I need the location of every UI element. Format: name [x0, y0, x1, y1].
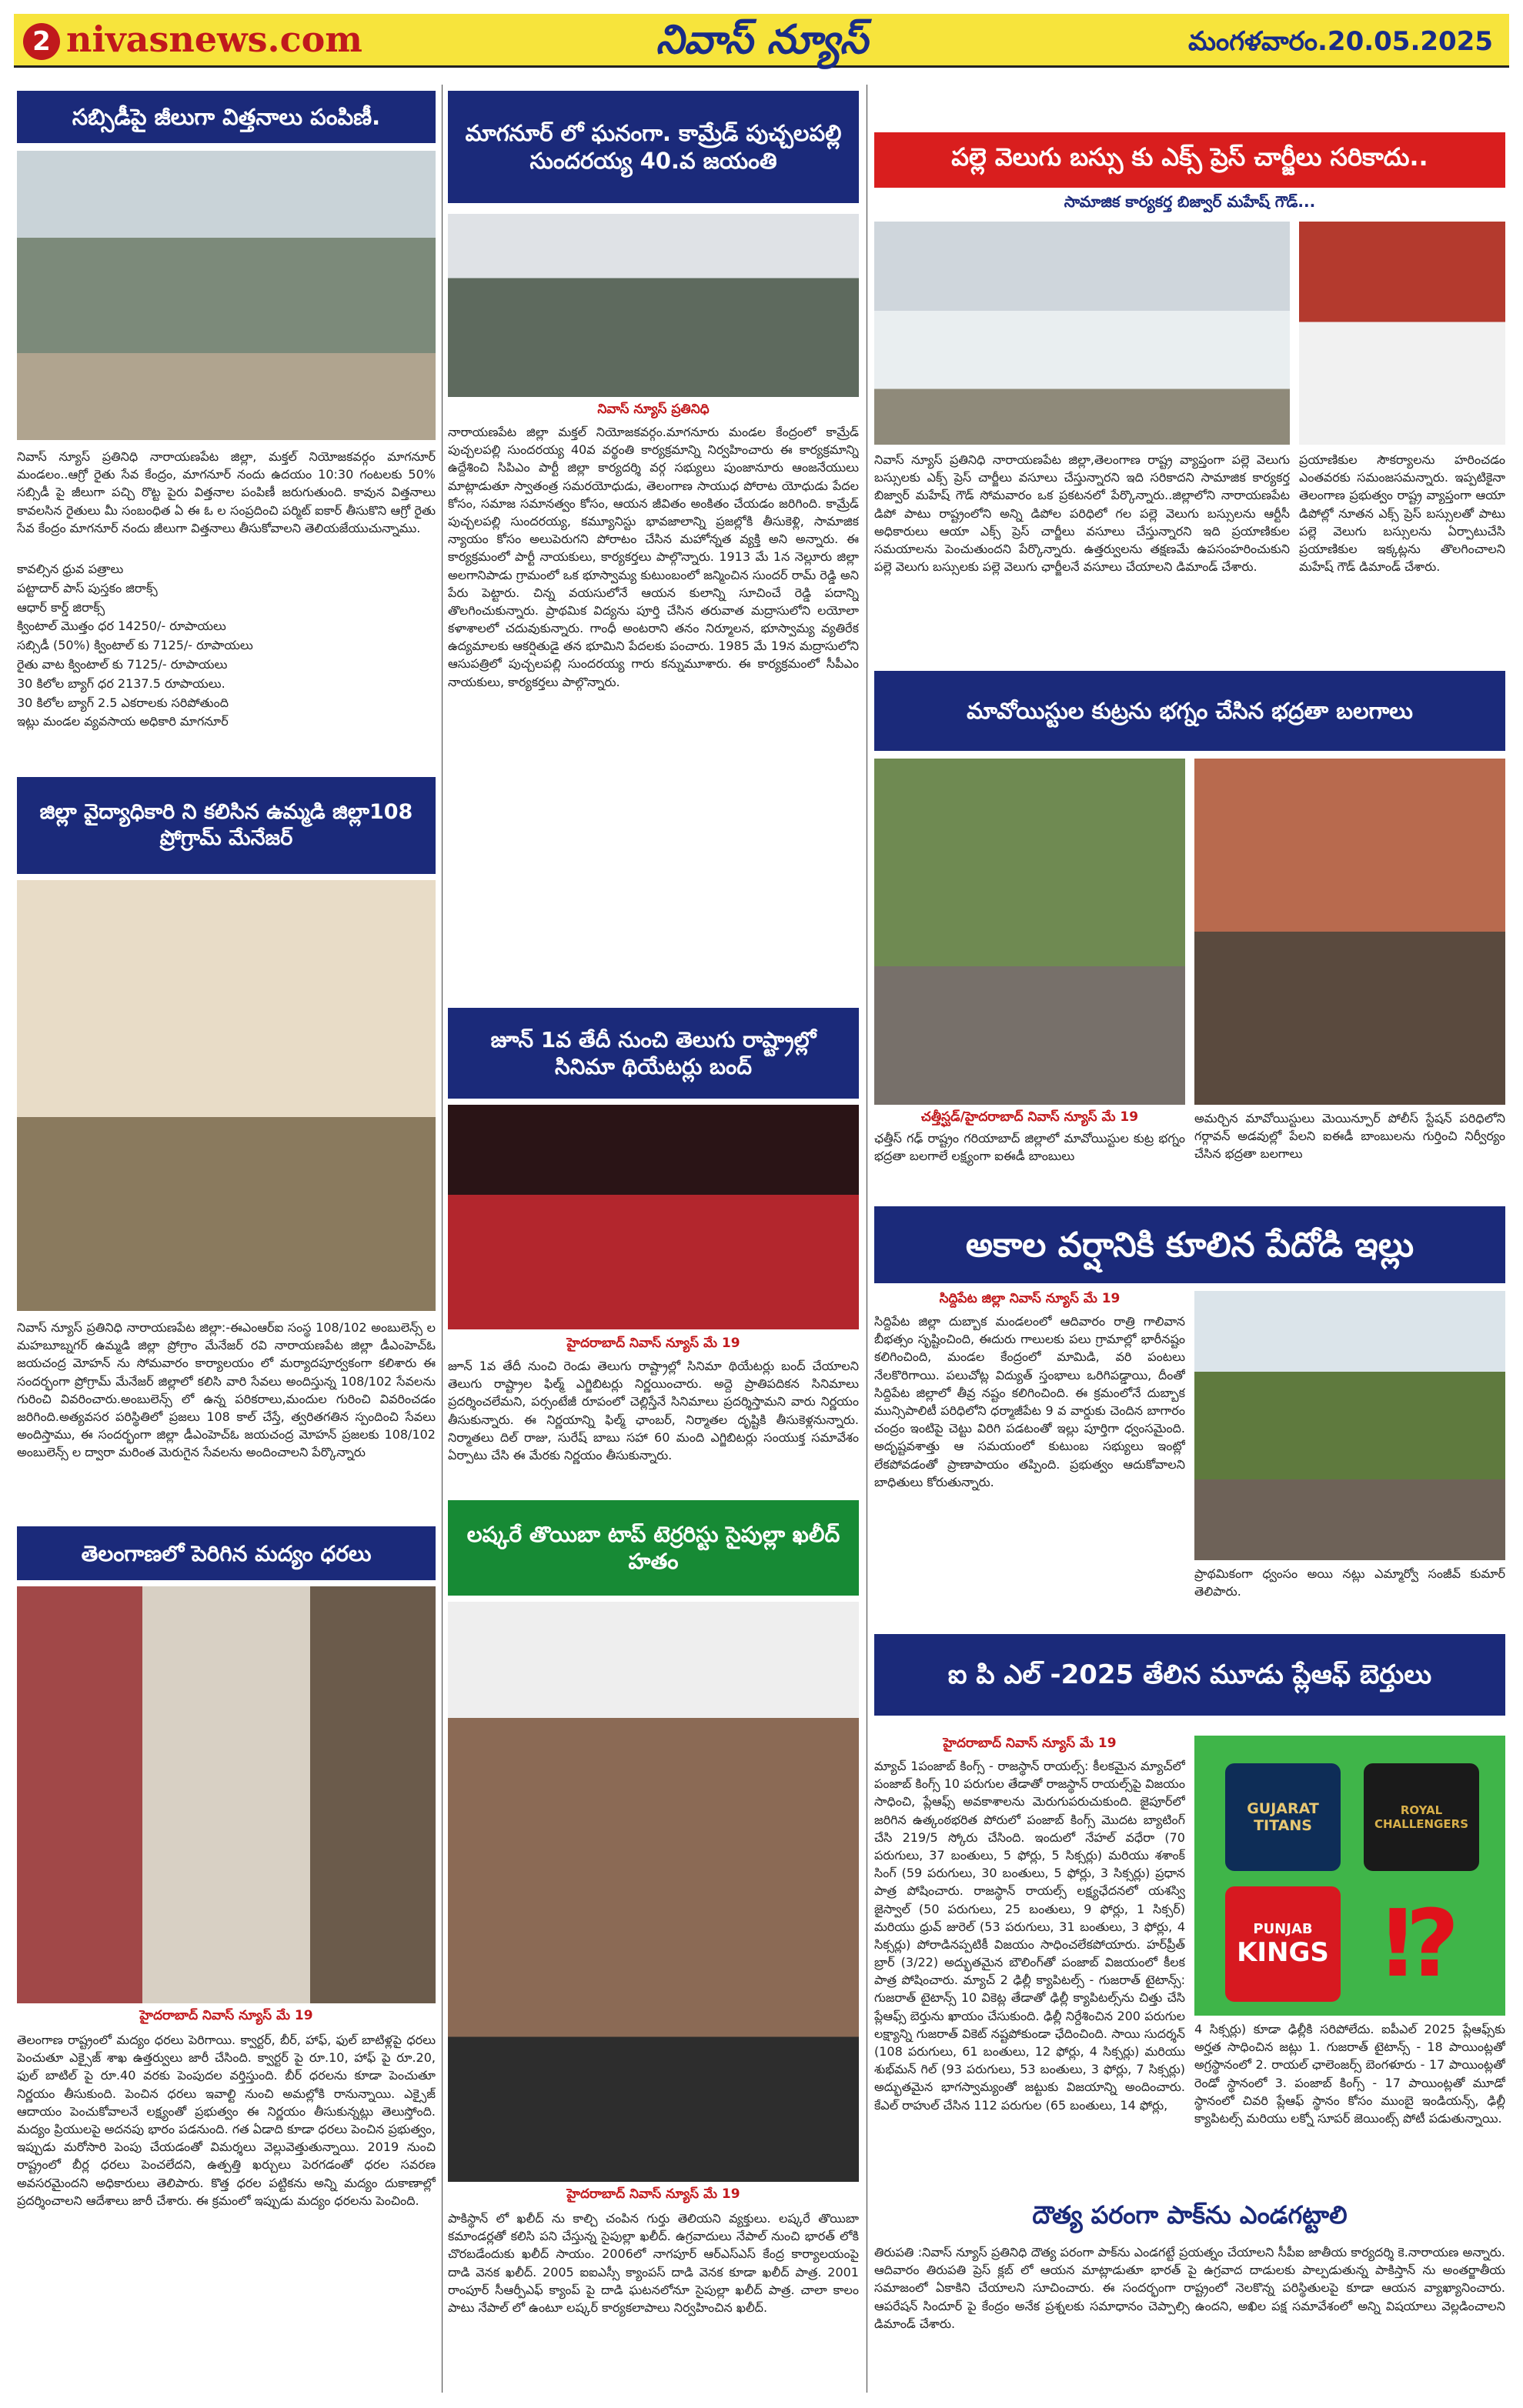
- maoists-body-right: అమర్చిన మావోయిస్టులు మెయిన్పూర్ పోలీస్ స్టేషన్ పరిధిలోని గర్గావన్ అడవుల్లో పేలని ఐఈడీ బాంబులను గుర్తించి నిర్వీర్యం చేసిన భద్రతా బలగాలు: [1194, 1111, 1505, 1162]
- doctor-headline: జిల్లా వైద్యాధికారి ని కలిసిన ఉమ్మడి జిల్లా108 ప్రోగ్రామ్ మేనేజర్: [17, 777, 436, 874]
- pak-body: తిరుపతి :నివాస్ న్యూస్ ప్రతినిధి దౌత్య పరంగా పాక్‌ను ఎండగట్టే ప్రయత్నం చేయాలని సీపీఐ జాతీయ కార్యదర్శి కె.నారాయణ అన్నారు. ఆదివారం తిరుపతి ప్రెస్ క్లబ్ లో ఆయన మాట్లాడుతూ భారత్ పై ఉగ్రవాద దాడులకు పాల్పడుతున్న పాకిస్తాన్ ను అంతర్జాతీయ సమాజంలో ఏకాకిని చేయాలని సూచించారు. ఈ సందర్భంగా రాష్ట్రంలో నెలకొన్న పరిస్థితులపై కూడా ఆయన వ్యాఖ్యానించారు. ఆపరేషన్ సిందూర్ పై కేంద్రం అనేక ప్రశ్నలకు సమాధానం చెప్పాల్సి ఉందని, అఖిల పక్ష సమావేశంలో అన్ని విషయాలు వెల్లడించాలని డిమాండ్ చేశారు.: [874, 2245, 1505, 2331]
- ipl-body-right: 4 సిక్సర్లు) కూడా ఢిల్లీకి సరిపోలేదు. ఐపీఎల్ 2025 ప్లేఆఫ్స్‌కు అర్హత సాధించిన జట్లు 1. గుజరాత్ టైటాన్స్ - 18 పాయింట్లతో అగ్రస్థానంలో 2. రాయల్ ఛాలెంజర్స్ బెంగళూరు - 17 పాయింట్లతో రెండో స్థానంలో 3. పంజాబ్ కింగ్స్ - 17 పాయింట్లతో మూడో స్థానంలో చివరి ప్లేఆఫ్ స్థానం కోసం ముంబై ఇండియన్స్, ఢిల్లీ క్యాపిటల్స్ మరియు లక్నో సూపర్ జెయింట్స్ పోటీ పడుతున్నాయి.: [1194, 2022, 1505, 2126]
- page-number-badge: 2: [23, 23, 60, 60]
- rcb-logo: ROYAL CHALLENGERS: [1364, 1763, 1479, 1871]
- seeds-detail: క్వింటాల్ మొత్తం ధర 14250/- రూపాయలు: [17, 619, 226, 634]
- seeds-detail: 30 కిలోల బ్యాగ్ ధర 2137.5 రూపాయలు.: [17, 675, 225, 691]
- doctor-photo: [17, 880, 436, 1311]
- pak-headline: దౌత్య పరంగా పాక్‌ను ఎండగట్టాలి: [1032, 2200, 1348, 2230]
- seeds-detail: కావల్సిన ధ్రువ పత్రాలు: [17, 562, 124, 576]
- liquor-body: తెలంగాణ రాష్ట్రంలో మద్యం ధరలు పెరిగాయి. క్వార్టర్, బీర్, హాఫ్, ఫుల్ బాటిళ్లపై ధరలు పెంచుతూ ఎక్సైజ్ శాఖ ఉత్తర్వులు జారీ చేసింది. క్వార్టర్ పై రూ.10, హాఫ్ పై రూ.20, ఫుల్ బాటిల్ పై రూ.40 వరకు పెంపుదల వర్తిస్తుంది. బీర్ ధరలను కూడా పెంచుతూ నిర్ణయం తీసుకుంది. పెంచిన ధరలు ఇవాల్టి నుంచి అమల్లోకి రానున్నాయి. ఎక్సైజ్ ఆదాయం పెంచుకోవాలనే లక్ష్యంతో ప్రభుత్వం ఈ నిర్ణయం తీసుకున్నట్లు తెలుస్తోంది. మద్యం ప్రియులపై అదనపు భారం పడనుంది. గత ఏడాది కూడా ధరలు పెంచిన ప్రభుత్వం, ఇప్పుడు మరోసారి పెంపు చేయడంతో విమర్శలు వెల్లువెత్తుతున్నాయి. 2019 నుంచి రాష్ట్రంలో బీర్ల ధరలు పెంచలేదని, ఉత్పత్తి ఖర్చులు పెరగడంతో ధరల సవరణ అవసరమైందని అధికారులు తెలిపారు. కొత్త ధరల పట్టికను అన్ని మద్యం దుకాణాల్లో ప్రదర్శించాలని ఆదేశాలు జారీ చేశారు. ఈ క్రమంలో ఇప్పుడు మద్యం ధరలను పెంచింది.: [17, 2033, 436, 2208]
- houses-body: సిద్దిపేట జిల్లా దుబ్బాక మండలంలో ఆదివారం రాత్రి గాలివాన బీభత్సం సృష్టించింది, ఈదురు గాలులకు పలు గ్రామాల్లో భారీనష్టం కలిగించింది, మండల కేంద్రంలో మామిడి, వరి పంటలు నేలకొరిగాయి. పలుచోట్ల విద్యుత్ స్తంభాలు ఒరిగిపడ్డాయి, దీంతో సిద్దిపేట జిల్లాలో తీవ్ర నష్టం కలిగించింది. ఈ క్రమంలోనే దుబ్బాక మున్సిపాలిటీ పరిధిలోని ధర్మాజీపేట 9 వ వార్డుకు చెందిన బాగారం చంద్రం ఇంటిపై చెట్టు విరిగి పడటంతో ఇల్లు పూర్తిగా ధ్వంసమైంది. అదృష్టవశాత్తు ఆ సమయంలో కుటుంబ సభ్యులు ఇంట్లో లేకపోవడంతో ప్రాణాపాయం తప్పింది. ప్రభుత్వం ఆదుకోవాలని బాధితులు కోరుతున్నారు.: [874, 1314, 1185, 1489]
- seeds-headline: సబ్సిడీపై జీలుగా విత్తనాలు పంపిణీ.: [17, 91, 436, 143]
- houses-dateline: సిద్దిపేట జిల్లా నివాస్ న్యూస్ మే 19: [939, 1291, 1121, 1306]
- seeds-detail: సబ్సిడీ (50%) క్వింటాల్ కు 7125/- రూపాయలు: [17, 638, 253, 653]
- cinema-headline: జూన్ 1వ తేదీ నుంచి తెలుగు రాష్ట్రాల్లో సినిమా థియేటర్లు బంద్: [448, 1008, 859, 1099]
- sundarayya-byline: నివాస్ న్యూస్ ప్రతినిధి: [597, 402, 710, 417]
- ipl-body: మ్యాచ్ 1పంజాబ్ కింగ్స్ - రాజస్థాన్ రాయల్స్: కీలకమైన మ్యాచ్‌లో పంజాబ్ కింగ్స్ 10 పరుగుల తేడాతో రాజస్థాన్ రాయల్స్‌పై విజయం సాధించి, ప్లేఆఫ్స్ అవకాశాలను మెరుగుపరుచుకుంది. జైపూర్‌లో జరిగిన ఉత్కంఠభరిత పోరులో పంజాబ్ కింగ్స్ మొదట బ్యాటింగ్ చేసి 219/5 స్కోరు చేసింది. ఇందులో నేహల్ వధేరా (70 పరుగులు, 37 బంతులు, 5 ఫోర్లు, 5 సిక్సర్లు) మరియు శశాంక్ సింగ్ (59 పరుగులు, 30 బంతులు, 5 ఫోర్లు, 3 సిక్సర్లు) ప్రధాన పాత్ర పోషించారు. రాజస్థాన్ రాయల్స్ లక్ష్యఛేదనలో యశస్వి జైస్వాల్ (50 పరుగులు, 25 బంతులు, 9 ఫోర్లు, 1 సిక్సర్) మరియు ధ్రువ్ జురెల్ (53 పరుగులు, 31 బంతులు, 3 ఫోర్లు, 4 సిక్సర్లు) పోరాడినప్పటికీ విజయం సాధించలేకపోయారు. హర్‌ప్రీత్ బ్రార్ (3/22) అద్భుతమైన బౌలింగ్‌తో పంజాబ్ విజయంలో కీలక పాత్ర పోషించారు. మ్యాచ్ 2 ఢిల్లీ క్యాపిటల్స్ - గుజరాత్ టైటాన్స్: గుజరాత్ టైటాన్స్ 10 వికెట్ల తేడాతో ఢిల్లీ క్యాపిటల్స్‌ను చిత్తు చేసి ప్లేఆఫ్స్ బెర్తును ఖాయం చేసుకుంది. ఢిల్లీ నిర్దేశించిన 200 పరుగుల లక్ష్యాన్ని గుజరాత్ వికెట్ నష్టపోకుండా ఛేదించింది. సాయి సుదర్శన్ (108 పరుగులు, 61 బంతులు, 12 ఫోర్లు, 4 సిక్సర్లు) మరియు శుభ్‌మన్ గిల్ (93 పరుగులు, 53 బంతులు, 3 ఫోర్లు, 7 సిక్సర్లు) అద్భుతమైన భాగస్వామ్యంతో జట్టుకు విజయాన్ని అందించారు. కేఎల్ రాహుల్ చేసిన 112 పరుగుల (65 బంతులు, 14 ఫోర్లు,: [874, 1759, 1185, 2113]
- maoists-headline: మావోయిస్టుల కుట్రను భగ్నం చేసిన భద్రతా బలగాలు: [874, 671, 1505, 751]
- maoists-dateline: చత్తీస్ఘడ్/హైదరాబాద్ నివాస్ న్యూస్ మే 19: [920, 1109, 1139, 1125]
- seeds-details-list: [17, 560, 436, 766]
- column-rule: [442, 85, 443, 2393]
- seeds-detail: ఇట్లు మండల వ్యవసాయ అధికారి మాగనూర్: [17, 714, 229, 729]
- doctor-body: నివాస్ న్యూస్ ప్రతినిధి నారాయణపేట జిల్లా:-ఈఎంఆర్ఐ సంస్థ 108/102 అంబులెన్స్ ల మహబూబ్నగర్ ఉమ్మడి జిల్లా ప్రోగ్రాం మేనేజర్ రవి నారాయణపేట జిల్లా డీఎంహెచ్ఓ జయచంద్ర మోహన్ ను సోమవారం కార్యాలయం లో మర్యాదపూర్వకంగా కలిశారు ఈ సందర్భంగా ప్రోగ్రామ్ మేనేజర్ జిల్లాలో కలిసి వారి సేవలు అందిస్తున్న 108/102 సేవలను గురించి వివరించారు.అంబులెన్స్ లో ఉన్న పరికరాలు,మందుల గురించి వివరించడం జరిగింది.అత్యవసర పరిస్థితిలో ప్రజలు 108 కాల్ చేస్తే, త్వరితగతిన స్పందించి సేవలు అందిస్తాము, ఈ సందర్భంగా జిల్లా డీఎంహెచ్ఓ జయచంద్ర మోహన్ ప్రజలకు 108/102 అంబులెన్స్ ల ద్వారా మరింత మెరుగైన సేవలను అందించాలని పేర్కొన్నారు: [17, 1320, 436, 1460]
- bus-body-left: నివాస్ న్యూస్ ప్రతినిధి నారాయణపేట జిల్లా,తెలంగాణ రాష్ట్ర వ్యాప్తంగా పల్లె వెలుగు బస్సులకు ఎక్స్ ప్రెస్ చార్జీలు వసూలు చేస్తున్నారని ఇది సరికాదని సామాజిక కార్యకర్త బిజ్వార్ మహేష్ గౌడ్ సోమవారం ఒక ప్రకటనలో పేర్కొన్నారు..జిల్లాలోని నారాయణపేట డిపో పాటు రాష్ట్రంలోని అన్ని డిపోల పరిధిలో గల పల్లె వెలుగు బస్సులను ఆర్టీసీ అధికారులు ఆయా ఎక్స్ ప్రెస్ చార్జీలు వసూలు చేస్తున్నారని ఇది ప్రయాణికుల సమయాలను పెంచుతుందని పేర్కొన్నారు. ఉత్తర్వులను తక్షణమే ఉపసంహరించుకుని పల్లె వెలుగు బస్సులకు పల్లె వెలుగు ఛార్జీలనే వసూలు చేయాలని డిమాండ్ చేశారు.: [874, 452, 1290, 575]
- liquor-photo: [17, 1586, 436, 2003]
- houses-headline: అకాల వర్షానికి కూలిన పేదోడి ఇల్లు: [874, 1206, 1505, 1283]
- bus-subhead: సామాజిక కార్యకర్త బిజ్వార్ మహేష్ గౌడ్...: [1064, 192, 1316, 211]
- sundarayya-body: నారాయణపేట జిల్లా మక్తల్ నియోజకవర్గం.మాగనూరు మండల కేంద్రంలో కామ్రేడ్ పుచ్చలపల్లి సుందరయ్య 40వ వర్థంతి కార్యక్రమాన్ని నిర్వహించారు ఈ కార్యక్రమాన్ని ఉద్దేశించి సిపిఎం పార్టీ జిల్లా కార్యదర్శి వర్గ సభ్యులు పుంజానూరు ఆంజనేయులు మాట్లాడుతూ స్వాతంత్ర సమరయోధుడు, తెలంగాణ సాయుధ పోరాట యోధుడు పేదల కోసం, సమాజ సమానత్వం కోసం, ఆయన జీవితం అంకితం చేయడం జరిగింది. కామ్రేడ్ పుచ్చలపల్లి సుందరయ్య, కమ్యూనిస్టు భావజాలాన్ని ప్రజల్లోకి తీసుకెళ్లి, సామాజిక న్యాయం కోసం అలుపెరుగని పోరాటం చేసిన మహోన్నత వ్యక్తి అని అన్నారు. ఈ కార్యక్రమంలో పార్టీ నాయకులు, కార్యకర్తలు పాల్గొన్నారు. 1913 మే 1న నెల్లూరు జిల్లా అలగానిపాడు గ్రామంలో ఒక భూస్వామ్య కుటుంబంలో జన్మించిన సుందర్ రామ్ రెడ్డి అని పేరు పెట్టారు. చిన్న వయసులోనే ఆయన కులాన్ని సూచించే రెడ్డి పదాన్ని తొలగించుకున్నారు. ప్రాథమిక విద్యను పూర్తి చేసిన తరువాత మద్రాసులోని లయోలా కళాశాలలో చదువుకున్నారు. గాంధీ అంటరాని తనం నిర్మూలన, భూస్వామ్య వ్యతిరేక ఉద్యమాలకు ఆకర్షితుడై తన భూమిని పేదలకు పంచారు. 1985 మే 19న మద్రాసులోని ఆసుపత్రిలో పుచ్చలపల్లి సుందరయ్య గారు కన్నుమూశారు. ఈ కార్యక్రమంలో సీపీఎం నాయకులు, కార్యకర్తలు పాల్గొన్నారు.: [448, 425, 859, 689]
- bus-headline: పల్లె వెలుగు బస్సు కు ఎక్స్ ప్రెస్ చార్జీలు సరికాదు..: [874, 132, 1505, 188]
- terrorist-dateline: హైదరాబాద్ నివాస్ న్యూస్ మే 19: [566, 2186, 740, 2202]
- punjab-kings-logo: [1225, 1886, 1341, 2002]
- punjab-kings-logo-line1: PUNJAB: [1253, 1920, 1313, 1937]
- activist-photo: [1299, 222, 1505, 445]
- seeds-photo: [17, 151, 436, 440]
- houses-photo: [1194, 1291, 1505, 1560]
- sundarayya-photo: [448, 214, 859, 397]
- site-name[interactable]: nivasnews.com: [66, 18, 362, 60]
- ipl-logos-panel: [1194, 1736, 1505, 2016]
- maoists-photo-blast: [1194, 759, 1505, 1105]
- punjab-kings-logo-line2: KINGS: [1237, 1936, 1329, 1968]
- sundarayya-headline: మాగనూర్ లో ఘనంగా. కామ్రేడ్ పుచ్చలపల్లి సుందరయ్య 40.వ జయంతి: [448, 91, 859, 203]
- cinema-dateline: హైదరాబాద్ నివాస్ న్యూస్ మే 19: [566, 1336, 740, 1351]
- cinema-body: జూన్ 1వ తేదీ నుంచి రెండు తెలుగు రాష్ట్రాల్లో సినిమా థియేటర్లు బంద్ చేయాలని తెలుగు రాష్ట్రాల ఫిల్మ్ ఎగ్జిబిటర్లు నిర్ణయించారు. అద్దె ప్రాతిపదికన సినిమాలు ప్రదర్శించలేమని, పర్సంటేజీ రూపంలో చెల్లిస్తేనే సినిమాలు ప్రదర్శిస్తామని వారు నిర్ణయం తీసుకున్నారు. ఈ నిర్ణయాన్ని ఫిల్మ్ ఛాంబర్, నిర్మాతల దృష్టికి తీసుకెళ్లనున్నారు. నిర్మాతలు దిల్ రాజు, సురేష్ బాబు సహా 60 మంది ఎగ్జిబిటర్లు సంయుక్త సమావేశం ఏర్పాటు చేసి ఈ మేరకు నిర్ణయం తీసుకున్నారు.: [448, 1359, 859, 1462]
- question-exclaim-icon: ⁉: [1383, 1890, 1460, 1998]
- gujarat-titans-logo: GUJARAT TITANS: [1225, 1763, 1341, 1871]
- liquor-dateline: హైదరాబాద్ నివాస్ న్యూస్ మే 19: [139, 2008, 313, 2023]
- terrorist-headline: లష్కరే తొయిబా టాప్ టెర్రరిస్టు సైపుల్లా ఖలీద్ హతం: [448, 1500, 859, 1596]
- cinema-photo: [448, 1105, 859, 1329]
- ipl-dateline: హైదరాబాద్ నివాస్ న్యూస్ మే 19: [943, 1736, 1117, 1751]
- paper-name: నివాస్ న్యూస్: [656, 17, 868, 63]
- houses-body-right: ప్రాథమికంగా ధ్వంసం అయి నట్లు ఎమ్మార్వో సంజీవ్ కుమార్ తెలిపారు.: [1194, 1566, 1505, 1599]
- ipl-headline: ఐ పి ఎల్ -2025 తేలిన మూడు ప్లేఆఫ్ బెర్తులు: [874, 1634, 1505, 1716]
- terrorist-body: పాకిస్థాన్ లో ఖలీద్ ను కాల్చి చంపిన గుర్తు తెలియని వ్యక్తులు. లష్కరే తొయిబా కమాండర్లతో కలిసి పని చేస్తున్న సైపుల్లా ఖలీద్. ఉగ్రవాదులు నేపాల్ నుంచి భారత్ లోకి చొరబడేందుకు ఖలీద్ సాయం. 2006లో నాగపూర్ ఆర్ఎస్ఎస్ కేంద్ర కార్యాలయంపై దాడి వెనక ఖలీద్. 2005 ఐఐఎస్సీ క్యాంపస్ దాడి వెనక కూడా ఖలీద్ పాత్ర. 2001 రాంపూర్ సీఆర్పీఎఫ్ క్యాంప్ పై దాడి ఘటనలోనూ సైపుల్లా ఖలీద్ పాత్ర. చాలా కాలం పాటు నేపాల్ లో ఉంటూ లష్కర్ కార్యకలాపాలు నిర్వహించిన ఖలీద్.: [448, 2211, 859, 2315]
- issue-date: మంగళవారం.20.05.2025: [1188, 26, 1493, 57]
- bus-body-right: ప్రయాణికుల సౌకర్యాలను హరించడం ఎంతవరకు సమంజసమన్నారు. ఇప్పటికైనా తెలంగాణ ప్రభుత్వం రాష్ట్ర వ్యాప్తంగా ఆయా డిపోల్లో నూతన ఎక్స్ ప్రెస్ బస్సులతో పాటు పల్లె వెలుగు బస్సులను ఏర్పాటుచేసి ప్రయాణికుల ఇక్కట్లను తొలగించాలని మహేష్ గౌడ్ డిమాండ్ చేశారు.: [1299, 452, 1505, 575]
- maoists-photo-forest: [874, 759, 1185, 1105]
- seeds-body: నివాస్ న్యూస్ ప్రతినిధి నారాయణపేట జిల్లా, మక్తల్ నియోజకవర్గం మాగనూర్ మండలం..ఆగ్రో రైతు సేవ కేంద్రం, మాగనూర్ నందు ఉదయం 10:30 గంటలకు 50% సబ్సిడీ పై జీలుగా పచ్చి రొట్ట పైరు విత్తనాల పంపిణీ జరుగుతుంది. కావున విత్తనాలు కావలసిన రైతులు మీ సంబంధిత ఏ ఈ ఓ ల సంప్రదించి పర్మిట్ ఐకార్ తీసుకొని ఆగ్రో రైతు సేవ కేంద్రం మాగనూర్ నందు జీలుగా విత్తనాలు తీసుకోవాలని తెలియజేయుచున్నాము.: [17, 449, 436, 535]
- liquor-headline: తెలంగాణలో పెరిగిన మద్యం ధరలు: [17, 1526, 436, 1580]
- terrorist-photo: [448, 1602, 859, 2182]
- seeds-detail: రైతు వాట క్వింటాల్ కు 7125/- రూపాయలు: [17, 656, 228, 672]
- maoists-body-left: ఛత్తీస్ గఢ్ రాష్ట్రం గరియాబాద్ జిల్లాలో మావోయిస్టుల కుట్ర భగ్నం భద్రతా బలగాలే లక్ష్యంగా ఐఈడీ బాంబులు: [874, 1131, 1185, 1164]
- seeds-detail: పట్టాదార్ పాస్ పుస్తకం జిరాక్స్: [17, 580, 158, 595]
- seeds-detail: 30 కిలోల బ్యాగ్ 2.5 ఎకరాలకు సరిపోతుంది: [17, 695, 229, 710]
- seeds-detail: ఆధార్ కార్డ్ జిరాక్స్: [17, 599, 105, 615]
- bus-photo: [874, 222, 1290, 445]
